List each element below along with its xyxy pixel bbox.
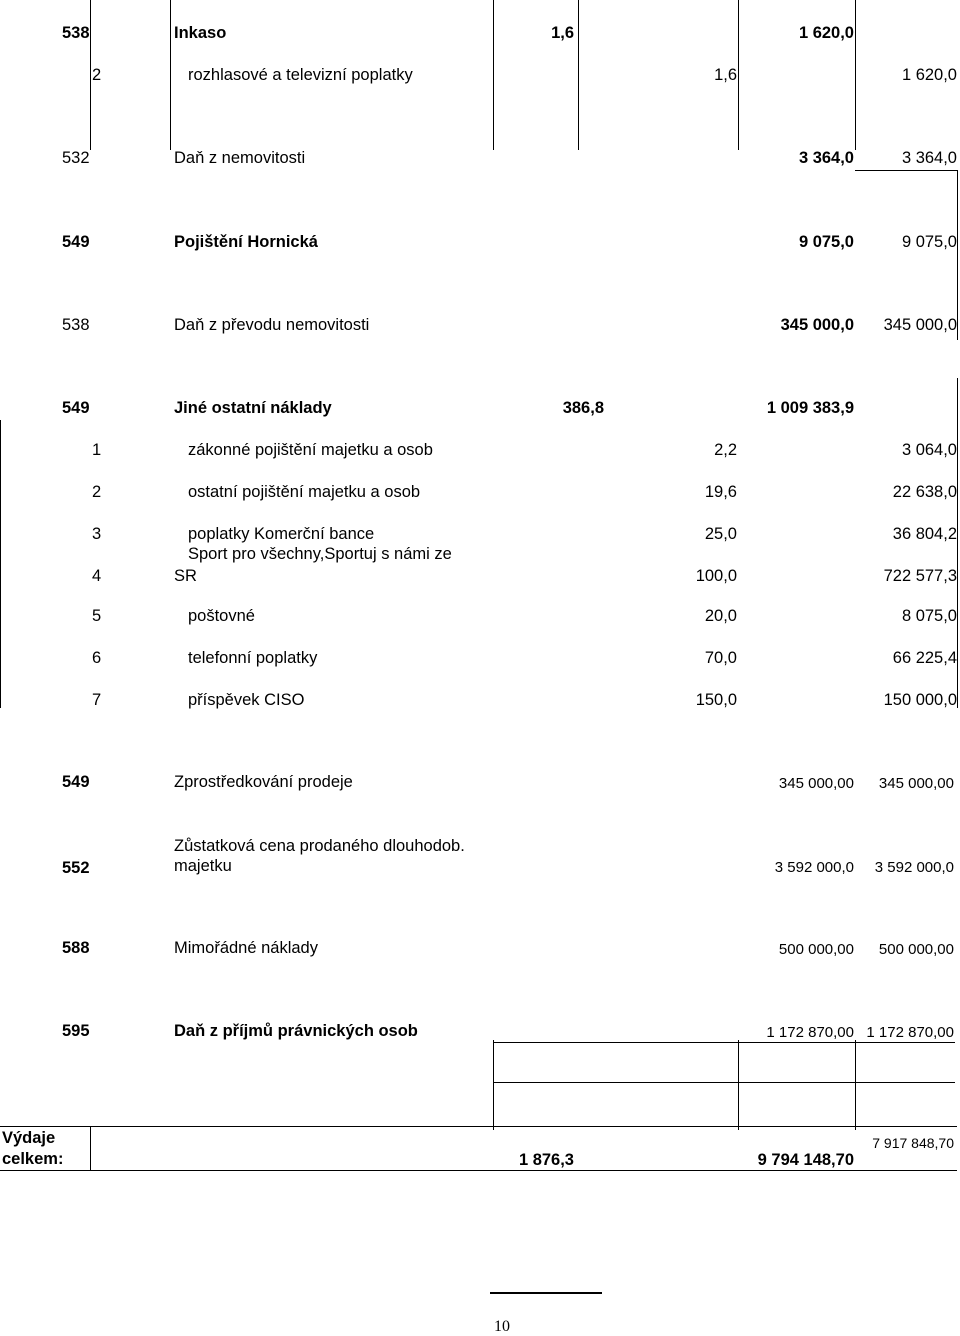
grid-line (855, 170, 957, 171)
grid-line (493, 0, 494, 150)
row-value-b: 19,6 (704, 483, 737, 501)
grid-line (957, 170, 958, 340)
row-value-c: 36 804,2 (892, 525, 957, 543)
grid-line (493, 1082, 955, 1083)
row-value-b: 100,0 (695, 567, 737, 585)
row-value-c: 1 172 870,00 (866, 1024, 954, 1041)
row-value-b: 345 000,00 (778, 775, 854, 792)
row-value-c: 66 225,4 (892, 649, 957, 667)
grid-line (170, 0, 171, 150)
row-label: zákonné pojištění majetku a osob (188, 441, 433, 459)
row-value-a: 386,8 (562, 399, 604, 417)
row-value-b: 1,6 (714, 66, 737, 84)
row-value-c: 22 638,0 (892, 483, 957, 501)
row-code: 5 (92, 607, 102, 625)
row-label: poplatky Komerční bance (188, 525, 375, 543)
row-code: 2 (92, 66, 102, 84)
total-label: Výdaje (2, 1129, 56, 1147)
row-label: Daň z převodu nemovitosti (174, 316, 370, 334)
row-label: Zprostředkování prodeje (174, 773, 353, 791)
row-code: 6 (92, 649, 102, 667)
row-value-b: 3 592 000,0 (774, 859, 854, 876)
grid-line (493, 1040, 494, 1130)
row-label: rozhlasové a televizní poplatky (188, 66, 413, 84)
grid-line (90, 0, 91, 150)
row-value-c: 3 364,0 (901, 149, 957, 167)
row-code: 595 (62, 1022, 90, 1040)
grid-line (738, 1040, 739, 1130)
row-label: Mimořádné náklady (174, 939, 318, 957)
row-label: Sport pro všechny,Sportuj s námi ze (188, 545, 452, 563)
row-value-c: 150 000,0 (883, 691, 957, 709)
row-value-a: 1,6 (551, 24, 574, 42)
row-value-b: 1 172 870,00 (766, 1024, 854, 1041)
row-label: Jiné ostatní náklady (174, 399, 332, 417)
row-label: Inkaso (174, 24, 227, 42)
row-value-b: 2,2 (714, 441, 737, 459)
grid-line (0, 1170, 957, 1171)
row-value-c: 500 000,00 (878, 941, 954, 958)
grid-line (578, 0, 579, 150)
row-code: 549 (62, 399, 90, 417)
total-label: celkem: (2, 1150, 64, 1168)
total-value-c: 7 917 848,70 (872, 1135, 954, 1151)
row-value-c: 9 075,0 (901, 233, 957, 251)
grid-line (0, 420, 1, 708)
row-code: 7 (92, 691, 102, 709)
row-label: ostatní pojištění majetku a osob (188, 483, 421, 501)
row-code: 4 (92, 567, 102, 585)
row-value-c: 722 577,3 (883, 567, 957, 585)
total-value-a: 1 876,3 (518, 1151, 574, 1169)
row-value-b: 20,0 (704, 607, 737, 625)
row-code: 538 (62, 24, 90, 42)
grid-line (957, 378, 958, 708)
grid-line (855, 1040, 856, 1130)
row-code: 549 (62, 233, 90, 251)
page-number: 10 (494, 1318, 510, 1335)
grid-line (738, 0, 739, 150)
row-value-c: 3 064,0 (901, 441, 957, 459)
row-value-b: 345 000,0 (780, 316, 854, 334)
grid-line (855, 0, 856, 150)
row-label: Pojištění Hornická (174, 233, 318, 251)
row-value-c: 345 000,00 (878, 775, 954, 792)
row-code: 549 (62, 773, 90, 791)
row-code: 2 (92, 483, 102, 501)
row-value-b: 500 000,00 (778, 941, 854, 958)
row-code: 588 (62, 939, 90, 957)
row-label: Daň z příjmů právnických osob (174, 1022, 418, 1040)
page-rule (490, 1292, 602, 1294)
row-code: 538 (62, 316, 90, 334)
row-value-c: 345 000,0 (883, 316, 957, 334)
row-label: Zůstatková cena prodaného dlouhodob. (174, 837, 465, 855)
row-label: majetku (174, 857, 232, 875)
grid-line (0, 1126, 957, 1127)
row-value-c: 8 075,0 (901, 607, 957, 625)
row-value-b: 150,0 (695, 691, 737, 709)
row-code: 1 (92, 441, 102, 459)
row-code: 552 (62, 859, 90, 877)
row-value-b: 9 075,0 (798, 233, 854, 251)
total-value-b: 9 794 148,70 (757, 1151, 854, 1169)
row-code: 532 (62, 149, 90, 167)
row-value-c: 3 592 000,0 (874, 859, 954, 876)
row-value-b: 25,0 (704, 525, 737, 543)
grid-line (90, 1126, 91, 1170)
row-value-c: 1 620,0 (901, 66, 957, 84)
row-label: příspěvek CISO (188, 691, 305, 709)
row-value-b: 1 009 383,9 (766, 399, 854, 417)
row-value-b: 1 620,0 (798, 24, 854, 42)
row-value-b: 3 364,0 (798, 149, 854, 167)
row-label: SR (174, 567, 197, 585)
row-label: poštovné (188, 607, 255, 625)
row-value-b: 70,0 (704, 649, 737, 667)
row-label: telefonní poplatky (188, 649, 318, 667)
row-label: Daň z nemovitosti (174, 149, 306, 167)
row-code: 3 (92, 525, 102, 543)
